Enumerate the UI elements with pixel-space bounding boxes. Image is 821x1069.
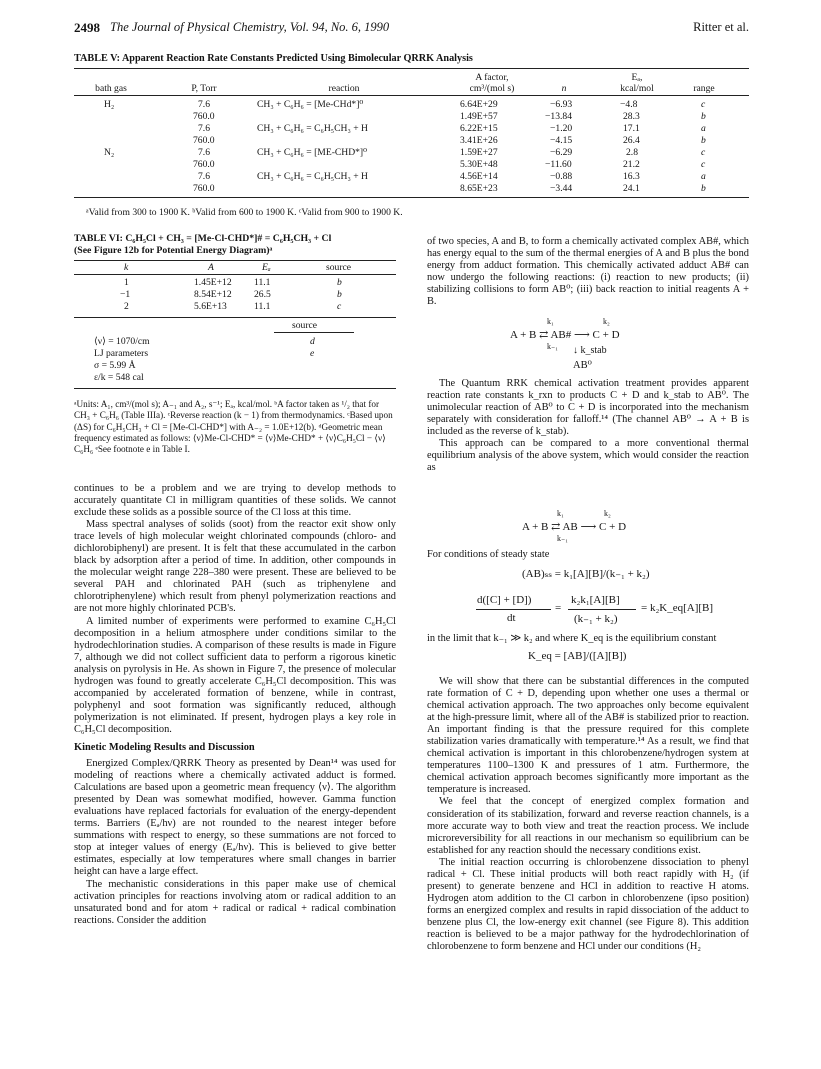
eq2-fraction-bar-left — [476, 609, 551, 610]
table5-header-a-factor: A factor, — [475, 72, 509, 83]
table5-cell-range: b — [701, 135, 706, 146]
eq2-denominator-mid: (k₋₁ + k₂) — [574, 613, 618, 625]
table6-footnote: ᵃUnits: A₁, cm³/(mol s); A₋₁ and A₂, s⁻¹; Eₐ, kcal/mol. ᵇA factor taken as ¹/₂ that for CH₃ + C₆H₆ (Table IIIa). ᶜReverse reaction (k − 1) from thermodynamics. ᶜBased upon (ΔS) for C₆H₅CH₃ + Cl = [Me-Cl-CHD*] with A₋₂ = 1.0E+12(b). ᵈGeometric mean frequency estimated as follows: ⟨ν⟩Me-Cl-CHD* = ⟨ν⟩Me-CHD* + ⟨ν⟩C₆H₅Cl − ⟨ν⟩C₆H₆ ᵉSee footnote e in Table I. — [74, 399, 393, 455]
table5-cell-range: a — [701, 171, 706, 182]
equation-keq: K_eq = [AB]/([A][B]) — [528, 650, 627, 662]
table5-header-reaction: reaction — [328, 83, 360, 94]
body-paragraph: We will show that there can be substantial differences in the computed rate formation of C + D, depending upon whether one uses a thermal or chemical activation approach. The two approaches only become equivalent at the high-pressure limit, where all of the AB# is stabilized prior to reaction. An important finding is that the pressure required for this complete stabilization varies dramatically with temperature.¹⁴ As a result, we find that chemical activation is important in this chlorobenzene/hydrogen system at temperatures 1100–1300 K and pressures of 1 atm. Furthermore, the chemical activation approach becomes significantly more important as the temperature is increased. — [427, 676, 749, 796]
table5-cell-n: −1.20 — [550, 123, 573, 134]
table5-header-bath-gas: bath gas — [95, 83, 127, 94]
table5-cell-ea: 28.3 — [623, 111, 640, 122]
table5-cell-pressure: 760.0 — [193, 183, 215, 194]
table5-cell-reaction: CH₃ + C₆H₆ = [Me-CHd*]⁰ — [257, 99, 364, 110]
table5-cell-a: 1.59E+27 — [460, 147, 498, 158]
table6-caption-line1: TABLE VI: C₆H₅Cl + CH₃ = [Me-Cl-CHD*]# = C₆H₅CH₃ + Cl — [74, 233, 332, 244]
table5-cell-pressure: 7.6 — [198, 147, 210, 158]
running-header — [74, 20, 749, 38]
table6-cell-k: −1 — [120, 289, 131, 300]
table5-cell-range: a — [701, 123, 706, 134]
table5-cell-a: 8.65E+23 — [460, 183, 498, 194]
table6-header-a: A — [208, 262, 214, 273]
table6-cell-a: 1.45E+12 — [194, 277, 232, 288]
table5-cell-a: 3.41E+26 — [460, 135, 498, 146]
table6-param-label: LJ parameters — [94, 348, 149, 359]
body-paragraph: We feel that the concept of energized complex formation and consideration of its stabilization, forward and reverse reaction channels, is a more accurate way to both view and treat the reaction process. We include microreversibility for all reactions in our mechanism so equilibrium can be established for any reaction should the necessary conditions exist. — [427, 796, 749, 856]
table5-header-pressure: P, Torr — [191, 83, 217, 94]
table6-cell-ea: 26.5 — [254, 289, 271, 300]
scheme1-k-1: k₋₁ — [547, 342, 559, 351]
table5-cell-range: b — [701, 111, 706, 122]
table5-cell-reaction: CH₃ + C₆H₆ = C₆H₅CH₃ + H — [257, 171, 368, 182]
eq2-denominator-left: dt — [507, 612, 516, 624]
table5-cell-reaction: CH₃ + C₆H₆ = [ME-CHD*]⁰ — [257, 147, 367, 158]
table5-cell-a: 5.30E+48 — [460, 159, 498, 170]
scheme2-k2: k₂ — [604, 509, 611, 518]
table5-footnote: ᵃValid from 300 to 1900 K. ᵇValid from 600 to 1900 K. ᶜValid from 900 to 1900 K. — [86, 207, 403, 218]
table6-param-label: ε/k = 548 cal — [94, 372, 144, 383]
table6 — [74, 260, 396, 395]
table5-label: TABLE V: — [74, 53, 120, 64]
body-paragraph: The initial reaction occurring is chlorobenzene dissociation to phenyl radical + Cl. These initial products will both react rapidly with H₂ (if present) to generate benzene and HCl in addition to reactive H atoms. Hydrogen atom addition to the Cl carbon in chlorobenzene (ipso position) forms an energized complex and results in rapid dissociation of the adduct to benzene plus Cl, the low-energy exit channel (see Figure 8). This addition reaction is believed to be a major pathway for the hydrodechlorination of chlorobenzene to form benzene and HCl under our conditions (H₂ — [427, 856, 749, 953]
table5-header-rule — [74, 95, 749, 96]
scheme1-kstab: ↓ k_stab — [573, 345, 607, 356]
table6-bottom-rule — [74, 388, 396, 389]
table5-header-a-units: cm³/(mol s) — [469, 83, 515, 94]
table5-cell-ea: 26.4 — [623, 135, 640, 146]
scheme2-k1: k₁ — [557, 509, 564, 518]
table5-cell-pressure: 7.6 — [198, 99, 210, 110]
table6-top-rule — [74, 260, 396, 261]
table5-cell-range: c — [701, 147, 706, 158]
table5-cell-n: −6.93 — [550, 99, 573, 110]
table6-caption — [74, 233, 396, 257]
body-paragraph: This approach can be compared to a more conventional thermal equilibrium analysis of the above system, which would consider the reaction as — [427, 438, 749, 474]
table6-cell-ea: 11.1 — [254, 277, 271, 288]
table5-cell-a: 6.64E+29 — [460, 99, 498, 110]
table5-cell-n: −4.15 — [550, 135, 573, 146]
table6-param-label: σ = 5.99 Å — [94, 360, 136, 371]
table5-cell-gas: H₂ — [104, 99, 115, 110]
table5-cell-reaction: CH₃ + C₆H₆ = C₆H₅CH₃ + H — [257, 123, 368, 134]
body-paragraph: For conditions of steady state — [427, 549, 550, 560]
table5-cell-n: −3.44 — [550, 183, 573, 194]
scheme1-equation: A + B ⇄ AB# ⟶ C + D — [510, 329, 620, 341]
table5-cell-n: −11.60 — [545, 159, 572, 170]
table6-param-source: e — [310, 348, 315, 359]
table5-bottom-rule — [74, 197, 749, 198]
table5-cell-n: −13.84 — [545, 111, 572, 122]
table5-title: Apparent Reaction Rate Constants Predicted Using Bimolecular QRRK Analysis — [121, 53, 473, 64]
table5-cell-n: −6.29 — [550, 147, 573, 158]
table6-cell-source: c — [337, 301, 342, 312]
table6-header-rule — [74, 274, 396, 275]
table5 — [74, 68, 749, 199]
table5-cell-pressure: 7.6 — [198, 123, 210, 134]
left-column-text — [74, 483, 396, 927]
eq2-right: = k₂K_eq[A][B] — [641, 602, 714, 614]
table6-header-k: k — [124, 262, 129, 273]
section-heading: Kinetic Modeling Results and Discussion — [74, 741, 255, 753]
table6-header-source: source — [326, 262, 352, 273]
right-column-text-mid — [427, 378, 749, 474]
body-paragraph: Mass spectral analyses of solids (soot) from the reactor exit show only trace levels of high molecular weight chlorinated compounds (chloro- and dichlorobiphenyl) are present. It is felt that these accumulated in the carbon black by adsorption after a period of time. In addition, other compounds in the molecular weight range 228–380 were present. These are believed to be several PAH and chlorinated PAH (such as triphenylene and chlorotriphenylene) which result from phenyl polymerization reactions and are not more highly chlorinated PCB's. — [74, 519, 396, 615]
table5-header-n: n — [561, 83, 567, 94]
table6-cell-source: b — [337, 277, 342, 288]
right-column-text-top — [427, 236, 749, 308]
table5-cell-gas: N₂ — [104, 147, 115, 158]
eq2-numerator-left: d([C] + [D]) — [477, 594, 532, 606]
table6-param-source: d — [310, 336, 315, 347]
table5-cell-range: c — [701, 99, 706, 110]
table6-caption-line2: (See Figure 12b for Potential Energy Diagram)ᵃ — [74, 245, 273, 256]
right-column-limit — [427, 633, 749, 645]
right-column-text-bottom — [427, 676, 749, 953]
table5-cell-pressure: 7.6 — [198, 171, 210, 182]
table5-cell-ea: 17.1 — [623, 123, 640, 134]
table5-cell-range: c — [701, 159, 706, 170]
scheme1-k1: k₁ — [547, 317, 554, 326]
right-column-steady-state — [427, 549, 749, 561]
table6-source2-header: source — [292, 320, 318, 331]
body-paragraph: in the limit that k₋₁ ≫ k₂ and where K_eq is the equilibrium constant — [427, 633, 717, 644]
page-number: 2498 — [74, 20, 100, 35]
table5-header-range: range — [693, 83, 715, 94]
table6-cell-a: 5.6E+13 — [194, 301, 227, 312]
table6-mid-rule — [74, 317, 396, 318]
journal-title: The Journal of Physical Chemistry, Vol. 94, No. 6, 1990 — [110, 20, 390, 34]
table5-cell-ea: 24.1 — [623, 183, 640, 194]
table5-cell-a: 4.56E+14 — [460, 171, 498, 182]
body-paragraph: A limited number of experiments were performed to examine C₆H₅Cl decomposition in a helium atmosphere under conditions similar to the hydrodechlorination studies. A comparison of these results is made in Figure 7, although we did not collect sufficient data to perform a rigorous kinetic analysis on pyrolysis in He. As shown in Figure 7, the presence of molecular hydrogen was found to greatly accelerate C₆H₅Cl decomposition. This was accompanied by accelerated formation of benzene, while in contrast, polyphenyl and soot formation was significantly reduced, although polymerization is not eliminated. If present, hydrogen plays a key role in C₆H₅Cl decomposition. — [74, 615, 396, 735]
body-paragraph: The mechanistic considerations in this paper make use of chemical activation principles for reactions involving atom or radical addition to an unsaturated bond and for atom + radical or radical + radical combination reactions. Consider the addition — [74, 878, 396, 926]
table5-cell-pressure: 760.0 — [193, 135, 215, 146]
body-paragraph: of two species, A and B, to form a chemically activated complex AB#, which has energy equal to the sum of the thermal energies of A and B plus the bond energy from adduct formation. This chemically activated adduct AB# can now undergo the following reactions: (i) reaction to new products; (ii) stabilizing collisions to form AB⁰; (iii) back reaction to initial reagents A + B. — [427, 236, 749, 308]
body-paragraph: The Quantum RRK chemical activation treatment provides apparent reaction rate constants k_rxn to products C + D and k_stab to AB⁰. The unimolecular reaction of AB⁰ to C + D is incorporated into the mechanism separately with consideration for falloff.¹⁴ (The channel AB⁰ → A + B is included as the reverse of k_stab). — [427, 378, 749, 438]
table5-cell-a: 6.22E+15 — [460, 123, 498, 134]
table5-cell-a: 1.49E+57 — [460, 111, 498, 122]
table6-cell-k: 1 — [124, 277, 129, 288]
table5-cell-pressure: 760.0 — [193, 159, 215, 170]
scheme2-equation: A + B ⇄ AB ⟶ C + D — [522, 521, 627, 533]
table6-param-label: ⟨ν⟩ = 1070/cm — [94, 336, 150, 347]
scheme1-ab0: AB⁰ — [573, 360, 592, 371]
table5-cell-ea: −4.8 — [620, 99, 638, 110]
eq2-equals: = — [555, 602, 562, 614]
equation-steady-state: (AB)ₛₛ = k₁[A][B]/(k₋₁ + k₂) — [522, 568, 650, 580]
eq2-numerator-mid: k₂k₁[A][B] — [571, 594, 620, 606]
table5-cell-ea: 2.8 — [626, 147, 638, 158]
table5-cell-ea: 16.3 — [623, 171, 640, 182]
table5-cell-n: −0.88 — [550, 171, 573, 182]
scheme1-k2: k₂ — [603, 317, 610, 326]
table6-cell-ea: 11.1 — [254, 301, 271, 312]
table5-cell-range: b — [701, 183, 706, 194]
table6-header-ea: Eₐ — [262, 262, 271, 273]
body-paragraph: Energized Complex/QRRK Theory as presented by Dean¹⁴ was used for modeling of reactions where a chemically activated adduct is formed. Calculations are based upon a geometric mean frequency ⟨ν⟩. The algorithm presented by Dean was somewhat modified, however. Gamma function evaluations have replaced factorials for evaluation of the energy-dependent terms. Barriers (Eₐ/hν) are not rounded to the nearest integer before summations with respect to energy, so these summations are not forced to stop at integer values of energy (Eₐ/hν). This is believed to give better estimates, especially at low temperatures where small changes in barrier height can have a large effect. — [74, 758, 396, 878]
table5-cell-ea: 21.2 — [623, 159, 640, 170]
table6-source2-rule — [274, 332, 354, 333]
eq2-fraction-bar-mid — [568, 609, 636, 610]
table6-cell-k: 2 — [124, 301, 129, 312]
table5-header-ea-units: kcal/mol — [620, 83, 654, 94]
table5-caption — [74, 53, 473, 64]
table5-header-ea: Eₐ, — [631, 72, 643, 83]
table5-cell-pressure: 760.0 — [193, 111, 215, 122]
body-paragraph: continues to be a problem and we are trying to develop methods to accurately quantitate Cl in milligram quantities of these solids. We cannot exclude these solids as a possible source of the Cl loss at this time. — [74, 483, 396, 519]
table6-cell-source: b — [337, 289, 342, 300]
table6-cell-a: 8.54E+12 — [194, 289, 232, 300]
author-line: Ritter et al. — [693, 20, 749, 34]
scheme2-k-1: k₋₁ — [557, 534, 569, 543]
